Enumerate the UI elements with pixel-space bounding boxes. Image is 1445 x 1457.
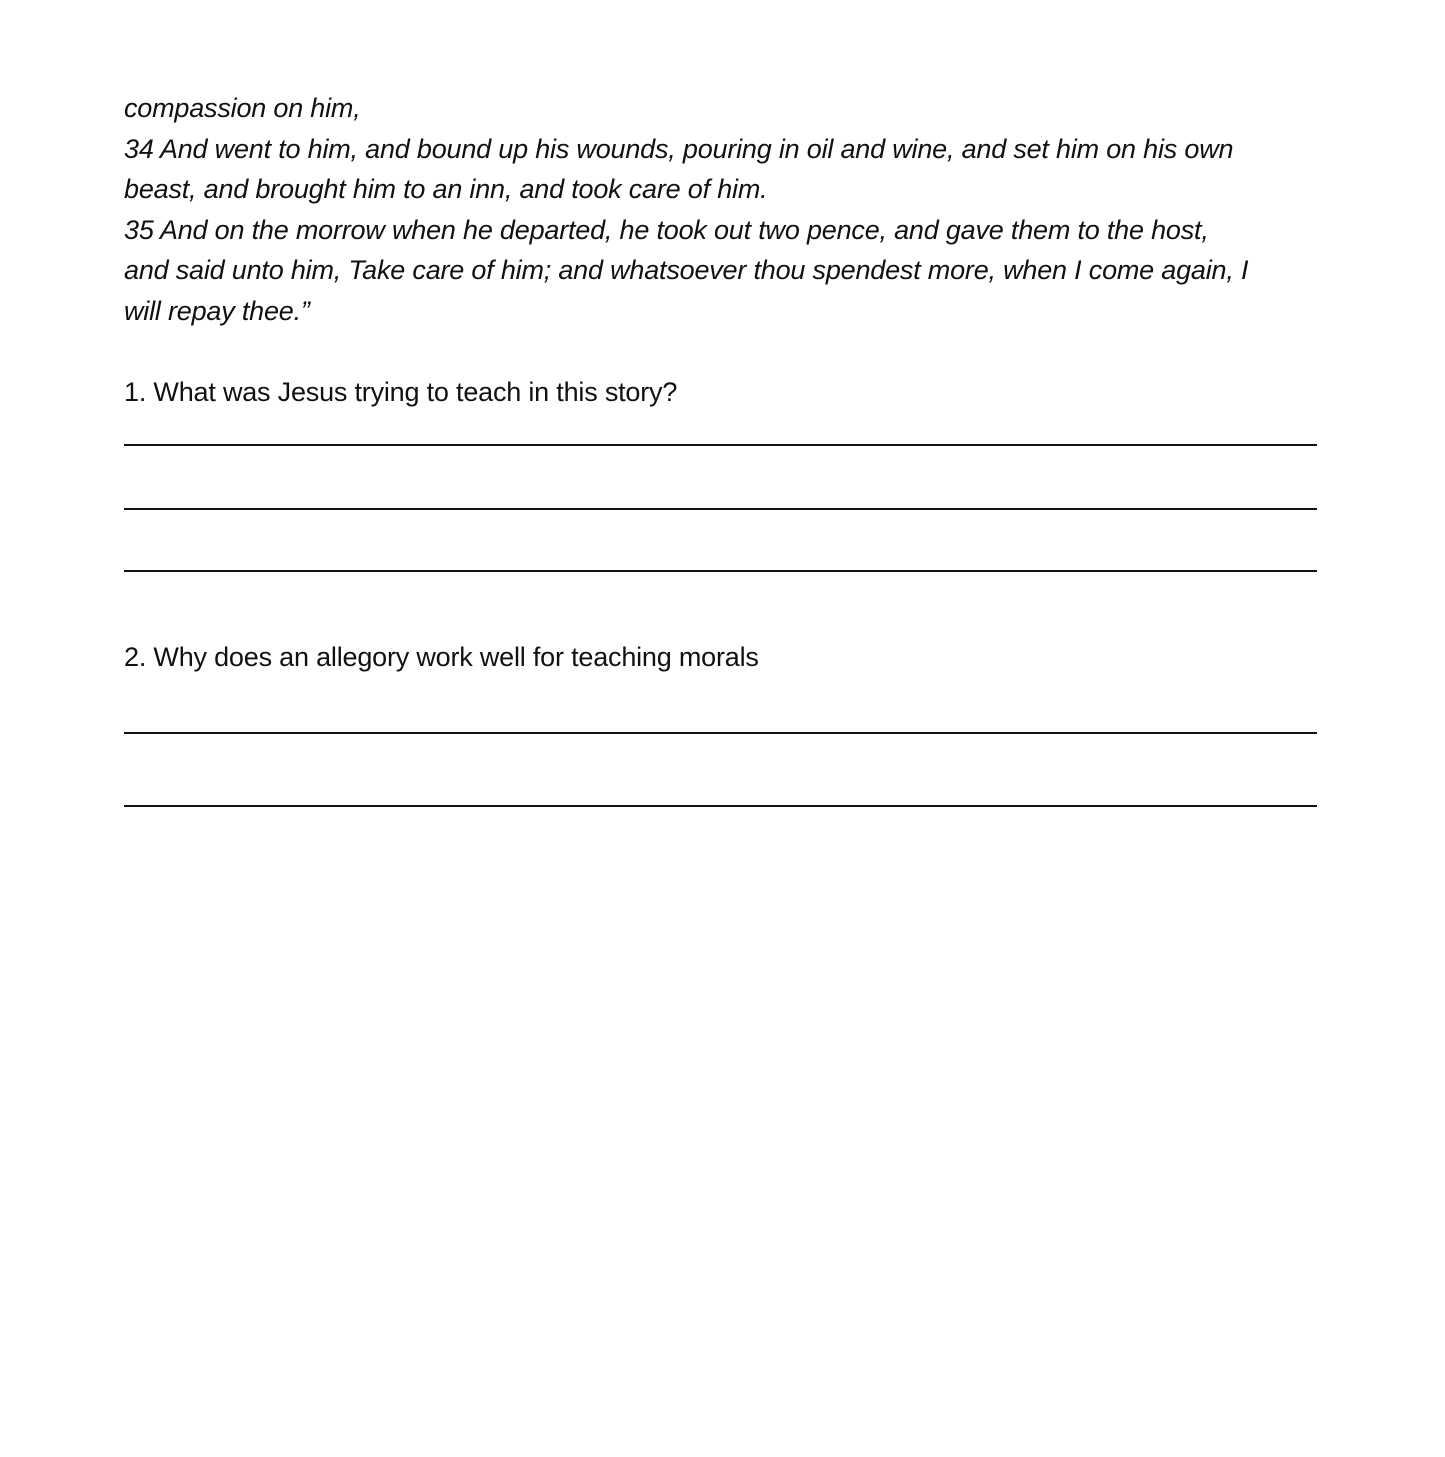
answer-line[interactable] bbox=[124, 444, 1317, 446]
answer-line[interactable] bbox=[124, 570, 1317, 572]
question-1: 1. What was Jesus trying to teach in this story? bbox=[124, 377, 678, 407]
question-2: 2. Why does an allegory work well for teaching morals bbox=[124, 642, 759, 672]
passage-line: will repay thee.” bbox=[124, 295, 310, 326]
answer-line[interactable] bbox=[124, 732, 1317, 734]
passage-line: 35 And on the morrow when he departed, he took out two pence, and gave them to the host, bbox=[124, 214, 1209, 245]
scripture-passage bbox=[124, 88, 1324, 332]
passage-line: compassion on him, bbox=[124, 93, 361, 123]
answer-line[interactable] bbox=[124, 805, 1317, 807]
passage-line: 34 And went to him, and bound up his wounds, pouring in oil and wine, and set him on his own bbox=[124, 133, 1234, 164]
passage-line: and said unto him, Take care of him; and whatsoever thou spendest more, when I come again, I bbox=[124, 255, 1249, 286]
answer-line[interactable] bbox=[124, 508, 1317, 510]
passage-line: beast, and brought him to an inn, and took care of him. bbox=[124, 174, 768, 205]
